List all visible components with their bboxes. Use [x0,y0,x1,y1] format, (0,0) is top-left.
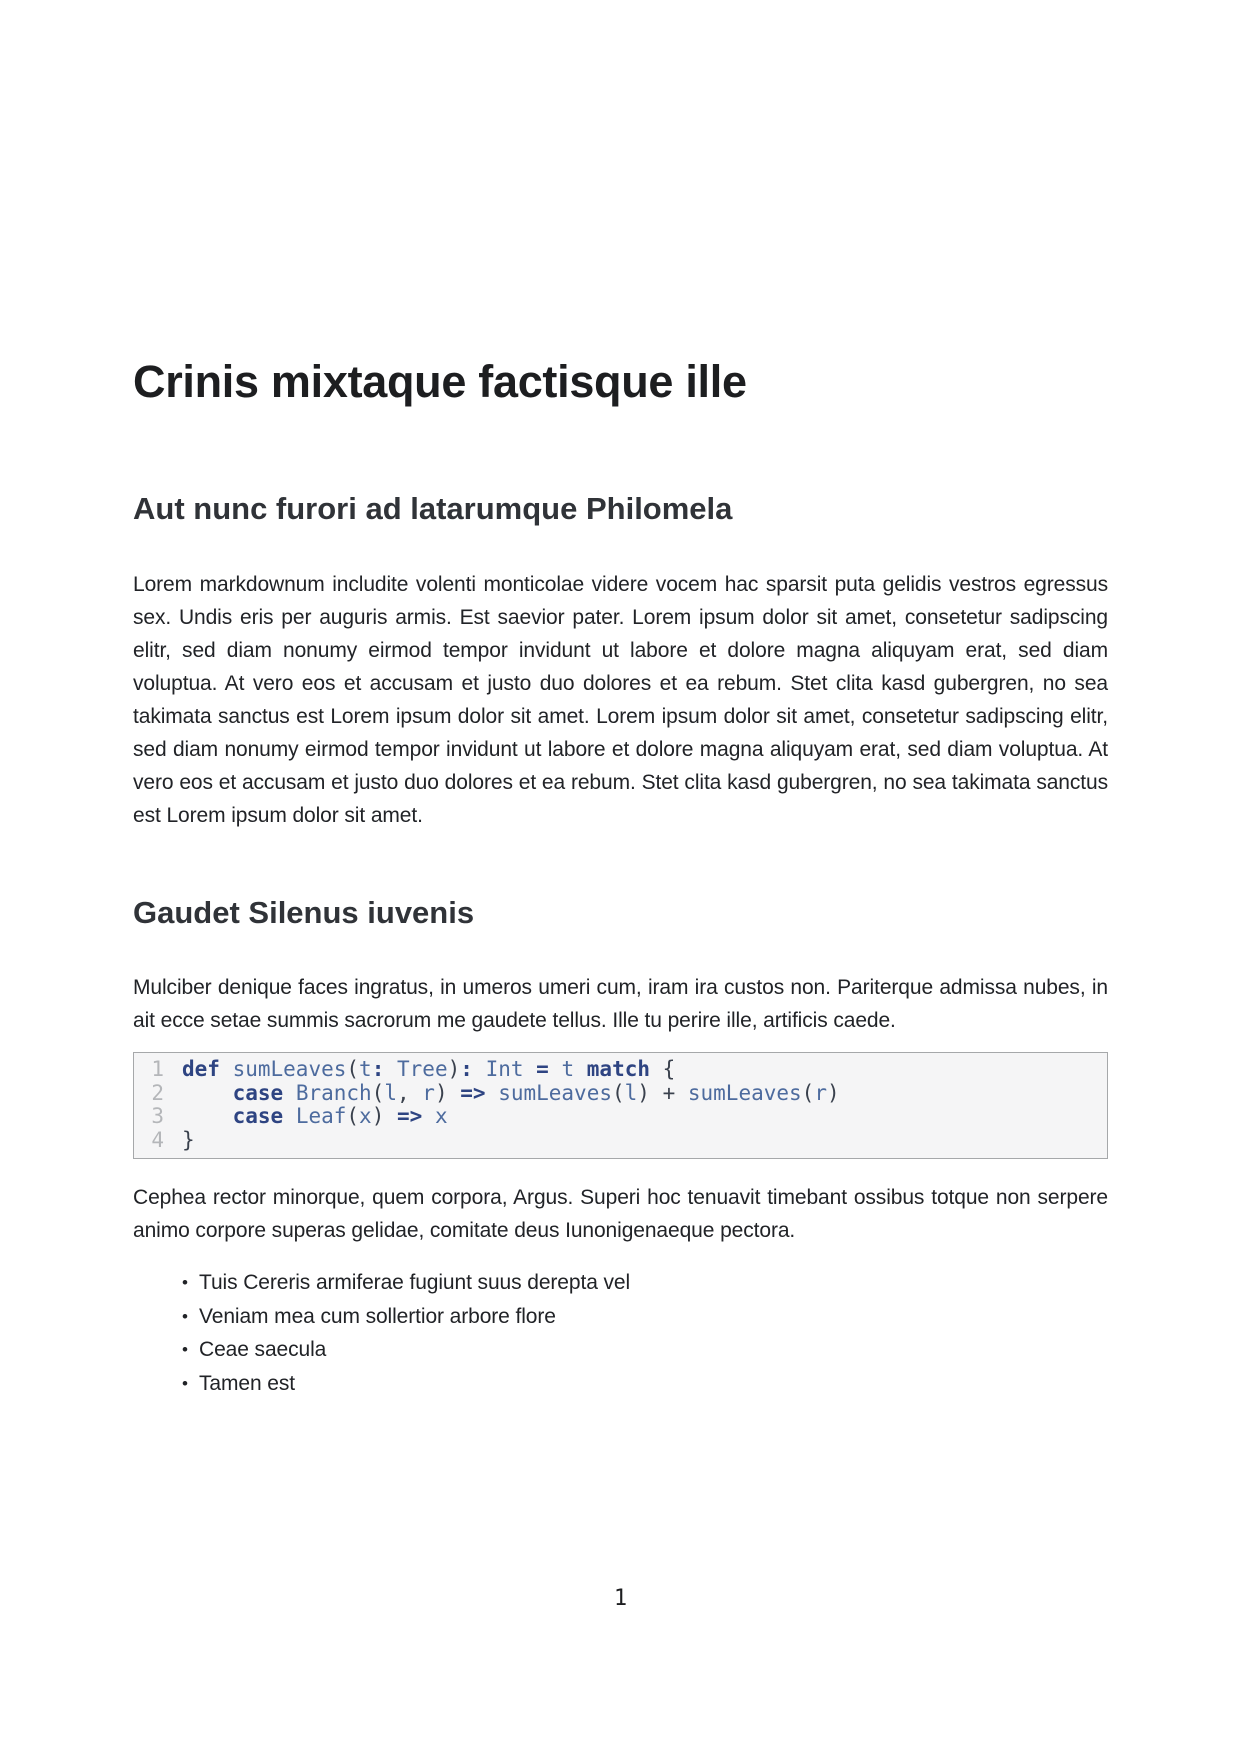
list-item: • Veniam mea cum sollertior arbore flore [199,1300,1108,1334]
code-line: 1 def sumLeaves(t: Tree): Int = t match { [148,1058,1097,1082]
code-line-number: 2 [151,1080,164,1105]
page-content [133,0,1108,1400]
code-line: 2 case Branch(l, r) => sumLeaves(l) + sumLeaves(r) [148,1082,1097,1106]
code-line-number: 3 [151,1104,164,1128]
section-heading-gaudet: Gaudet Silenus iuvenis [133,895,475,930]
paragraph-mulciber: Mulciber denique faces ingratus, in umeros umeri cum, iram ira custos non. Pariterque admissa nubes, in ait ecce setae summis sacrorum me gaudete tellus. Ille tu perire ille, artificis caede. [133,976,1108,1032]
paragraph-cephea: Cephea rector minorque, quem corpora, Argus. Superi hoc tenuavit timebant ossibus totque non serpere animo corpore superas gelidae, comitate deus Iunonigenaeque pectora. [133,1186,1108,1242]
code-line-number: 4 [151,1127,164,1152]
code-line: 3 case Leaf(x) => x [148,1105,1097,1129]
code-line-number: 1 [151,1057,164,1081]
paragraph-lorem-markdownum: Lorem markdownum includite volenti monticolae videre vocem hac sparsit puta gelidis vestros egressus sex. Undis eris per auguris armis. Est saevior pater. Lorem ipsum dolor sit amet, consetetur sadipscing elitr, sed diam nonumy eirmod tempor invidunt ut labore et dolore magna aliquyam erat, sed diam voluptua. At vero eos et accusam et justo duo dolores et ea rebum. Stet clita kasd gubergren, no sea takimata sanctus est Lorem ipsum dolor sit amet. Lorem ipsum dolor sit amet, consetetur sadipscing elitr, sed diam nonumy eirmod tempor invidunt ut labore et dolore magna aliquyam erat, sed diam voluptua. At vero eos et accusam et justo duo dolores et ea rebum. Stet clita kasd gubergren, no sea takimata sanctus est Lorem ipsum dolor sit amet. [133,573,1108,827]
section-heading-aut-nunc: Aut nunc furori ad latarumque Philomela [133,491,733,526]
code-block-scala [133,1052,1108,1159]
page-footer [133,1586,1108,1611]
list-item: • Tuis Cereris armiferae fugiunt suus derepta vel [199,1266,1108,1300]
page-number: 1 [613,1586,628,1611]
list-item: • Tamen est [199,1367,1108,1401]
code-line: 4 } [148,1129,1097,1153]
bullet-list [133,1266,1108,1400]
document-title: Crinis mixtaque factisque ille [133,356,747,407]
list-item: • Ceae saecula [199,1333,1108,1367]
